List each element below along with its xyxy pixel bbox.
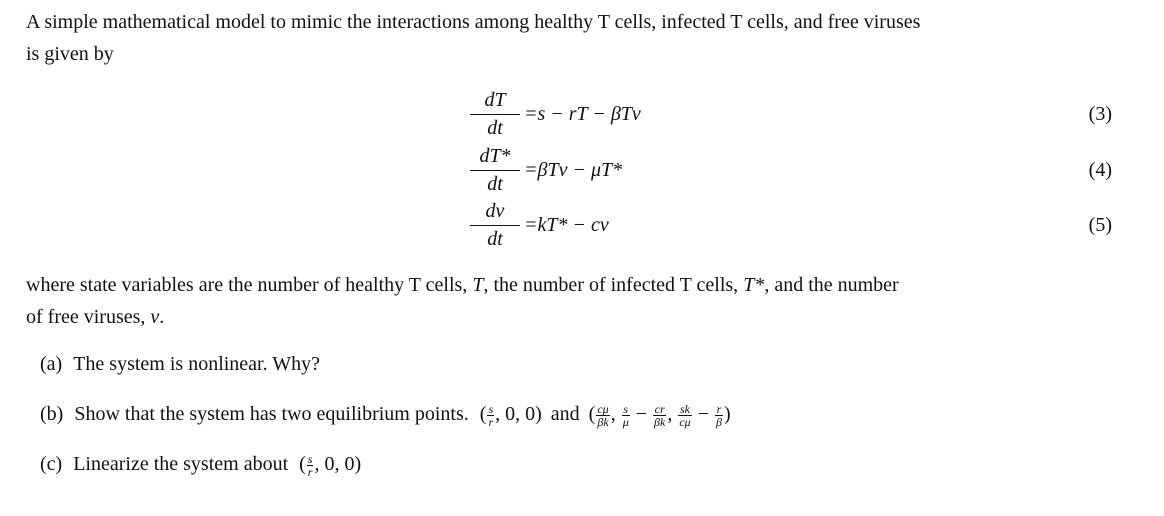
where-line-1	[26, 269, 1126, 301]
intro-paragraph	[26, 6, 1126, 70]
where-text: of free viruses,	[26, 306, 151, 328]
equilibrium-2: ( $\frac{c\mu}{\beta k}$ , $\frac{s}{\mu}$ − $\frac{cr}{\beta k}$ , $\frac{sk}{c\mu}$ − $\frac{r}{\beta}$ )	[588, 401, 731, 429]
small-fraction: $\frac{s}{r}$	[307, 451, 313, 479]
variable-v: v	[150, 306, 160, 328]
variable-T: T	[472, 274, 484, 296]
equation-number: (5)	[1088, 214, 1112, 236]
intro-line-1: A simple mathematical model to mimic the interactions among healthy T cells, infected T cells, and free viruses	[26, 11, 921, 33]
small-fraction: $\frac{r}{\beta}$	[715, 401, 722, 429]
fraction-numerator: dT	[484, 89, 506, 111]
item-label: (c)	[40, 453, 63, 475]
item-label: (b)	[40, 403, 64, 425]
and-word: and	[550, 403, 580, 425]
where-text: .	[159, 306, 165, 328]
where-text: , the number of infected T cells,	[483, 274, 744, 296]
fraction-numerator: dT*	[479, 145, 511, 167]
equation-number: (4)	[1088, 159, 1112, 181]
question-a	[40, 349, 320, 379]
variable-T-star: T*	[743, 274, 765, 296]
equation-4	[0, 145, 1164, 201]
fraction-bar	[470, 170, 520, 171]
item-label: (a)	[40, 353, 63, 375]
fraction-bar	[470, 225, 520, 226]
small-fraction: $\frac{s}{r}$	[488, 401, 494, 429]
intro-line-2: is given by	[26, 43, 114, 65]
equation-rhs: =kT* − cv	[524, 214, 609, 236]
item-text: Show that the system has two equilibrium points.	[74, 403, 469, 425]
equation-number: (3)	[1088, 103, 1112, 125]
equation-3	[0, 89, 1164, 145]
equilibrium-point: ( $\frac{s}{r}$ , 0, 0)	[299, 451, 362, 479]
fraction-denominator: dt	[487, 117, 503, 139]
item-text: Linearize the system about	[73, 453, 289, 475]
question-b	[40, 399, 731, 429]
derivative-fraction	[470, 89, 520, 139]
where-line-2	[26, 301, 1126, 333]
fraction-denominator: dt	[487, 173, 503, 195]
equation-rhs: =s − rT − βTv	[524, 103, 641, 125]
fraction-numerator: dv	[485, 200, 505, 222]
fraction-bar	[470, 114, 520, 115]
equilibrium-1: ( $\frac{s}{r}$ , 0, 0)	[479, 401, 542, 429]
where-paragraph	[26, 269, 1126, 333]
item-text: The system is nonlinear. Why?	[73, 353, 321, 375]
small-fraction: $\frac{s}{\mu}$	[622, 401, 629, 429]
question-c	[40, 449, 361, 479]
small-fraction: $\frac{cr}{\beta k}$	[654, 401, 666, 429]
equation-rhs: =βTv − μT*	[524, 159, 623, 181]
small-fraction: $\frac{sk}{c\mu}$	[679, 401, 691, 429]
derivative-fraction	[470, 145, 520, 195]
derivative-fraction	[470, 200, 520, 250]
where-text: , and the number	[764, 274, 899, 296]
small-fraction: $\frac{c\mu}{\beta k}$	[597, 401, 609, 429]
equation-5	[0, 200, 1164, 256]
fraction-denominator: dt	[487, 228, 503, 250]
where-text: where state variables are the number of healthy T cells,	[26, 274, 473, 296]
